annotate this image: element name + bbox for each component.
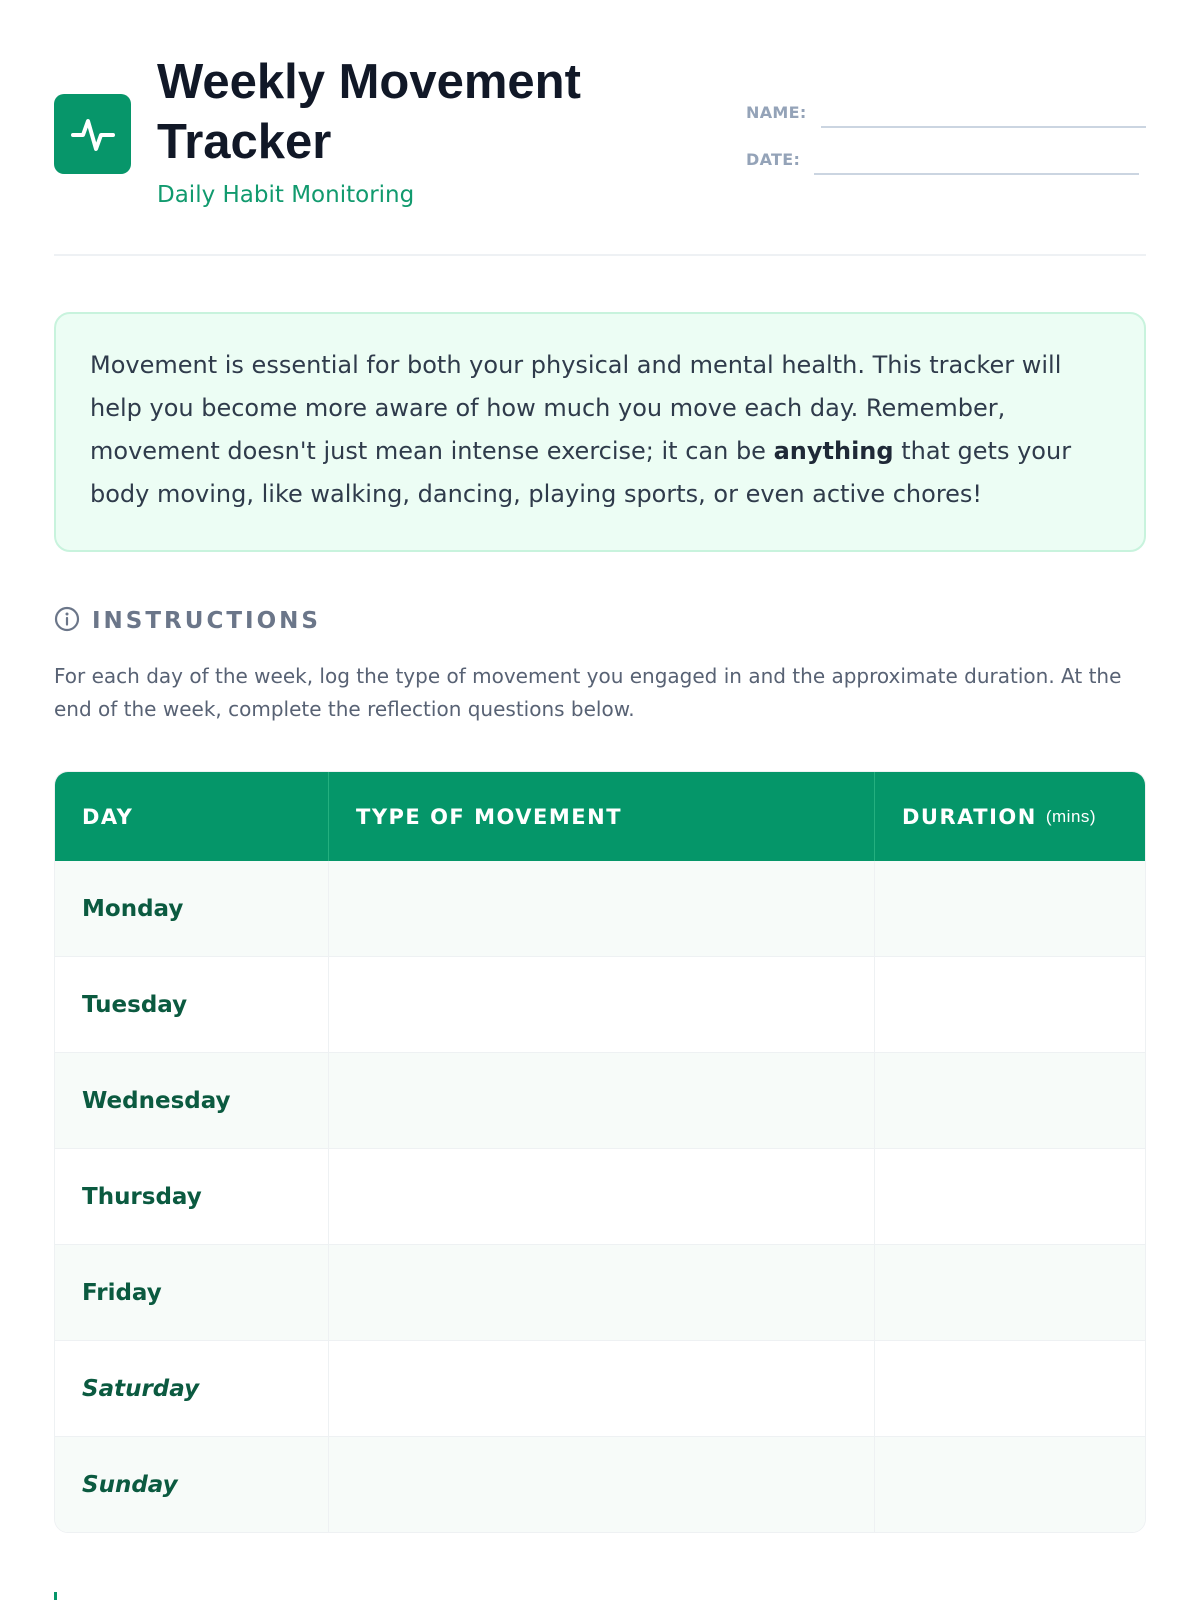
name-field[interactable]: [821, 100, 1146, 128]
movement-type-cell[interactable]: [328, 1341, 874, 1436]
duration-header-label: DURATION: [902, 804, 1037, 829]
intro-text-start: Movement is essential for both your physical and mental health. This tracker will help you become more aware of how much you move each day. Remember, movement doesn't just mean intense exercise; it can be: [90, 351, 1062, 465]
day-header-label: DAY: [82, 804, 134, 829]
name-field-row: [746, 96, 1146, 128]
movement-type-cell[interactable]: [328, 1149, 874, 1244]
table-row: [55, 1244, 1145, 1340]
column-header-day: [55, 772, 328, 861]
duration-cell[interactable]: [874, 1437, 1145, 1532]
table-row: [55, 956, 1145, 1052]
instructions-text: For each day of the week, log the type of movement you engaged in and the approximate duration. At the end of the week, complete the reflection questions below.: [54, 664, 1122, 721]
next-section-marker: [54, 1592, 69, 1600]
duration-cell[interactable]: [874, 1149, 1145, 1244]
column-header-type: [328, 772, 874, 861]
day-cell: Wednesday: [82, 1087, 231, 1114]
type-header-label: TYPE OF MOVEMENT: [356, 804, 623, 829]
duration-cell[interactable]: [874, 957, 1145, 1052]
intro-callout: [54, 312, 1146, 552]
table-row: [55, 1340, 1145, 1436]
table-row: [55, 1148, 1145, 1244]
page-header: [54, 0, 1146, 256]
name-label: NAME:: [746, 103, 807, 122]
duration-unit: (mins): [1045, 806, 1097, 826]
table-row: [55, 1052, 1145, 1148]
movement-type-cell[interactable]: [328, 1437, 874, 1532]
page-title: Weekly Movement Tracker: [157, 55, 581, 169]
day-cell: Thursday: [82, 1183, 202, 1210]
instructions-heading: [54, 606, 1146, 636]
activity-pulse-icon: [54, 94, 131, 174]
name-date-fields: [746, 96, 1146, 190]
movement-type-cell[interactable]: [328, 861, 874, 956]
duration-cell[interactable]: [874, 1245, 1145, 1340]
table-header: [55, 772, 1145, 861]
instructions-label: INSTRUCTIONS: [92, 608, 321, 634]
movement-type-cell[interactable]: [328, 1053, 874, 1148]
movement-type-cell[interactable]: [328, 1245, 874, 1340]
column-header-duration: [874, 772, 1145, 861]
table-row: [55, 1436, 1145, 1532]
day-cell: Tuesday: [82, 991, 188, 1018]
table-row: [55, 861, 1145, 956]
day-cell: Friday: [82, 1279, 162, 1306]
movement-type-cell[interactable]: [328, 957, 874, 1052]
title-block: [157, 52, 677, 208]
page-subtitle: Daily Habit Monitoring: [157, 182, 415, 208]
info-icon: [54, 606, 80, 636]
movement-log-table: [54, 771, 1146, 1533]
duration-cell[interactable]: [874, 1341, 1145, 1436]
intro-emphasis: anything: [773, 437, 894, 465]
duration-cell[interactable]: [874, 1053, 1145, 1148]
day-cell: Saturday: [82, 1375, 200, 1402]
duration-cell[interactable]: [874, 861, 1145, 956]
day-cell: Monday: [82, 895, 184, 922]
intro-text-end: that gets your body moving, like walking, dancing, playing sports, or even active chores!: [90, 437, 1072, 508]
date-field[interactable]: [814, 147, 1139, 175]
table-body: [55, 861, 1145, 1532]
date-field-row: [746, 143, 1146, 175]
date-label: DATE:: [746, 150, 801, 169]
day-cell: Sunday: [82, 1471, 178, 1498]
